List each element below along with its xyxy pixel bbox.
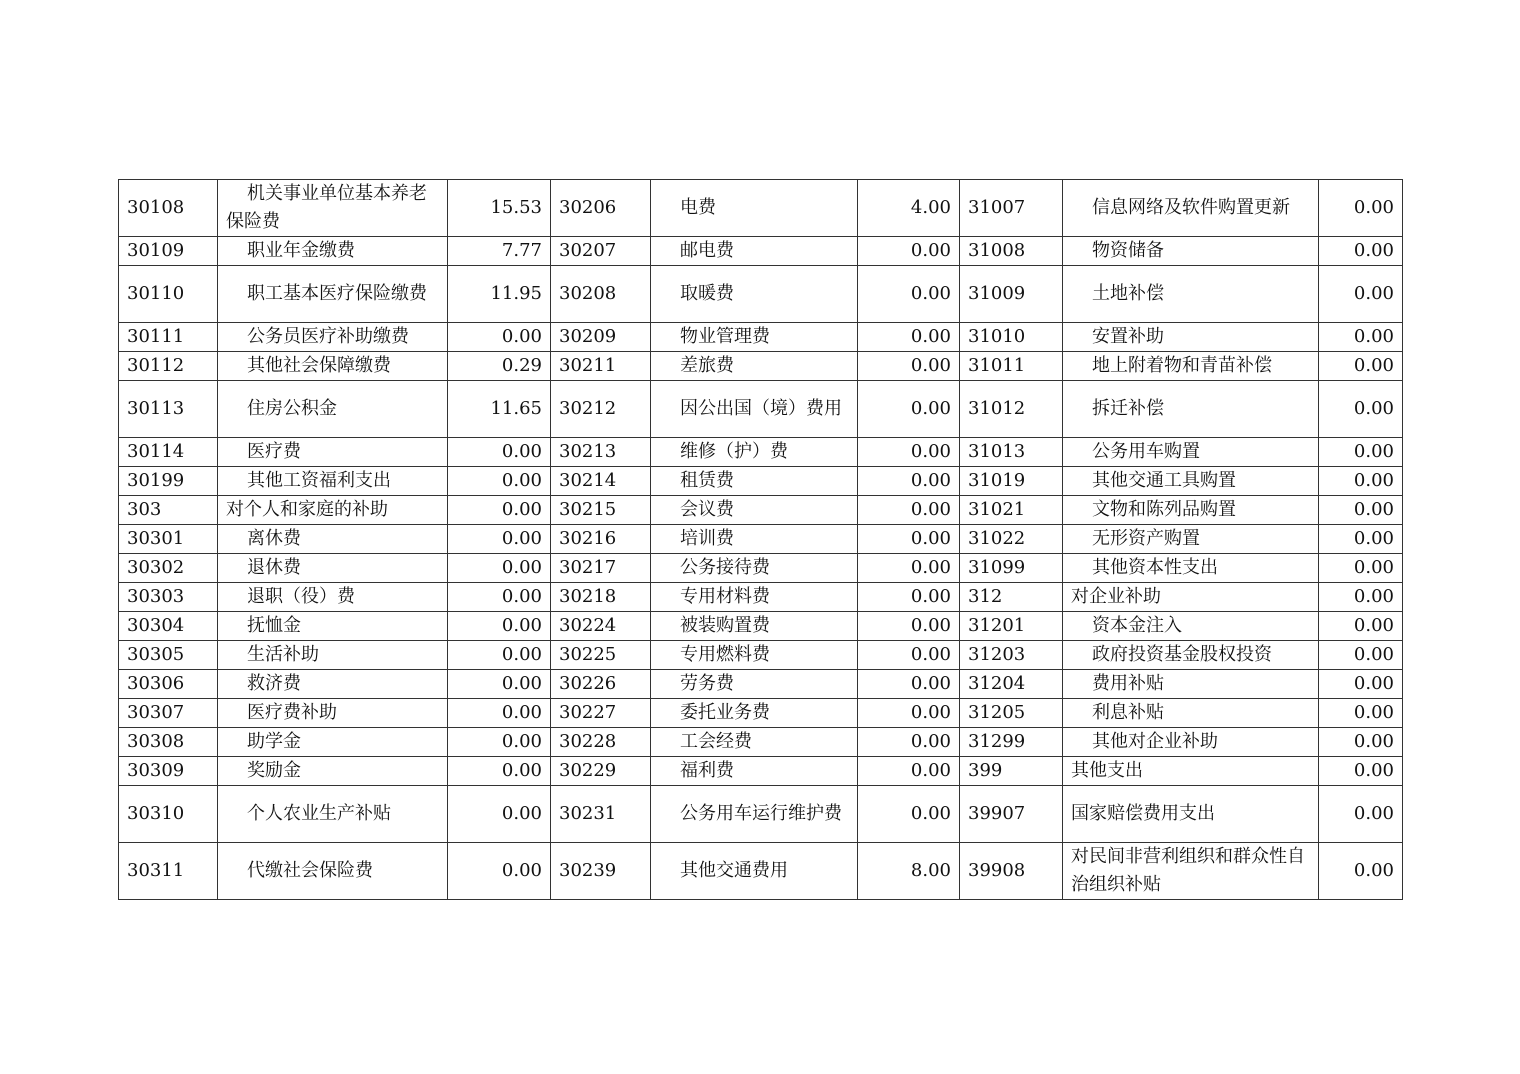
econ-code: 30304 bbox=[119, 612, 218, 641]
amount: 0.00 bbox=[448, 525, 551, 554]
item-name: 退职（役）费 bbox=[218, 583, 448, 612]
amount: 0.00 bbox=[1319, 641, 1403, 670]
econ-code: 31204 bbox=[960, 670, 1063, 699]
amount: 0.00 bbox=[1319, 266, 1403, 323]
amount: 0.00 bbox=[1319, 180, 1403, 237]
amount: 0.00 bbox=[858, 496, 960, 525]
econ-code: 30301 bbox=[119, 525, 218, 554]
econ-code: 30109 bbox=[119, 237, 218, 266]
econ-code: 30308 bbox=[119, 728, 218, 757]
budget-expenditure-table bbox=[118, 179, 1403, 900]
item-name: 其他工资福利支出 bbox=[218, 467, 448, 496]
amount: 0.00 bbox=[858, 323, 960, 352]
econ-code: 30211 bbox=[551, 352, 651, 381]
table-row bbox=[119, 612, 1403, 641]
amount: 0.00 bbox=[1319, 554, 1403, 583]
table-row bbox=[119, 554, 1403, 583]
amount: 0.00 bbox=[858, 612, 960, 641]
item-name: 其他对企业补助 bbox=[1063, 728, 1319, 757]
econ-code: 30206 bbox=[551, 180, 651, 237]
item-name: 对企业补助 bbox=[1063, 583, 1319, 612]
item-name: 资本金注入 bbox=[1063, 612, 1319, 641]
item-name: 电费 bbox=[651, 180, 858, 237]
econ-code: 30311 bbox=[119, 843, 218, 900]
amount: 0.00 bbox=[858, 525, 960, 554]
amount: 0.00 bbox=[448, 583, 551, 612]
econ-code: 30218 bbox=[551, 583, 651, 612]
item-name: 被装购置费 bbox=[651, 612, 858, 641]
item-name: 职工基本医疗保险缴费 bbox=[218, 266, 448, 323]
econ-code: 30207 bbox=[551, 237, 651, 266]
econ-code: 31099 bbox=[960, 554, 1063, 583]
table-row bbox=[119, 180, 1403, 237]
amount: 0.00 bbox=[858, 641, 960, 670]
econ-code: 39907 bbox=[960, 786, 1063, 843]
amount: 0.29 bbox=[448, 352, 551, 381]
table-row bbox=[119, 583, 1403, 612]
amount: 0.00 bbox=[858, 381, 960, 438]
item-name: 邮电费 bbox=[651, 237, 858, 266]
econ-code: 31205 bbox=[960, 699, 1063, 728]
item-name: 因公出国（境）费用 bbox=[651, 381, 858, 438]
item-name: 离休费 bbox=[218, 525, 448, 554]
amount: 0.00 bbox=[858, 438, 960, 467]
item-name: 委托业务费 bbox=[651, 699, 858, 728]
item-name: 其他交通工具购置 bbox=[1063, 467, 1319, 496]
amount: 0.00 bbox=[858, 728, 960, 757]
amount: 0.00 bbox=[448, 757, 551, 786]
econ-code: 30239 bbox=[551, 843, 651, 900]
item-name: 专用燃料费 bbox=[651, 641, 858, 670]
table-row bbox=[119, 467, 1403, 496]
econ-code: 30214 bbox=[551, 467, 651, 496]
econ-code: 31008 bbox=[960, 237, 1063, 266]
item-name: 代缴社会保险费 bbox=[218, 843, 448, 900]
item-name: 对个人和家庭的补助 bbox=[218, 496, 448, 525]
amount: 0.00 bbox=[858, 670, 960, 699]
econ-code: 30302 bbox=[119, 554, 218, 583]
econ-code: 30108 bbox=[119, 180, 218, 237]
econ-code: 30229 bbox=[551, 757, 651, 786]
table-row bbox=[119, 323, 1403, 352]
item-name: 个人农业生产补贴 bbox=[218, 786, 448, 843]
table-row bbox=[119, 757, 1403, 786]
item-name: 其他资本性支出 bbox=[1063, 554, 1319, 583]
amount: 0.00 bbox=[1319, 583, 1403, 612]
item-name: 国家赔偿费用支出 bbox=[1063, 786, 1319, 843]
econ-code: 399 bbox=[960, 757, 1063, 786]
econ-code: 30224 bbox=[551, 612, 651, 641]
amount: 0.00 bbox=[1319, 786, 1403, 843]
item-name: 租赁费 bbox=[651, 467, 858, 496]
item-name: 其他交通费用 bbox=[651, 843, 858, 900]
econ-code: 30227 bbox=[551, 699, 651, 728]
item-name: 政府投资基金股权投资 bbox=[1063, 641, 1319, 670]
item-name: 机关事业单位基本养老保险费 bbox=[218, 180, 448, 237]
amount: 8.00 bbox=[858, 843, 960, 900]
table-row bbox=[119, 496, 1403, 525]
econ-code: 30305 bbox=[119, 641, 218, 670]
amount: 0.00 bbox=[448, 554, 551, 583]
table-row bbox=[119, 670, 1403, 699]
amount: 0.00 bbox=[448, 843, 551, 900]
econ-code: 31009 bbox=[960, 266, 1063, 323]
econ-code: 31019 bbox=[960, 467, 1063, 496]
amount: 0.00 bbox=[448, 728, 551, 757]
amount: 0.00 bbox=[448, 786, 551, 843]
amount: 0.00 bbox=[858, 757, 960, 786]
amount: 15.53 bbox=[448, 180, 551, 237]
table-row bbox=[119, 438, 1403, 467]
amount: 0.00 bbox=[1319, 612, 1403, 641]
item-name: 退休费 bbox=[218, 554, 448, 583]
econ-code: 30215 bbox=[551, 496, 651, 525]
econ-code: 30114 bbox=[119, 438, 218, 467]
item-name: 文物和陈列品购置 bbox=[1063, 496, 1319, 525]
amount: 0.00 bbox=[448, 699, 551, 728]
econ-code: 30303 bbox=[119, 583, 218, 612]
econ-code: 31007 bbox=[960, 180, 1063, 237]
amount: 0.00 bbox=[1319, 352, 1403, 381]
econ-code: 31010 bbox=[960, 323, 1063, 352]
amount: 11.95 bbox=[448, 266, 551, 323]
econ-code: 30111 bbox=[119, 323, 218, 352]
item-name: 拆迁补偿 bbox=[1063, 381, 1319, 438]
econ-code: 30199 bbox=[119, 467, 218, 496]
amount: 0.00 bbox=[448, 641, 551, 670]
item-name: 物资储备 bbox=[1063, 237, 1319, 266]
item-name: 抚恤金 bbox=[218, 612, 448, 641]
item-name: 信息网络及软件购置更新 bbox=[1063, 180, 1319, 237]
econ-code: 30113 bbox=[119, 381, 218, 438]
econ-code: 312 bbox=[960, 583, 1063, 612]
amount: 0.00 bbox=[858, 237, 960, 266]
econ-code: 30217 bbox=[551, 554, 651, 583]
amount: 7.77 bbox=[448, 237, 551, 266]
amount: 0.00 bbox=[1319, 728, 1403, 757]
table-row bbox=[119, 843, 1403, 900]
amount: 0.00 bbox=[858, 467, 960, 496]
amount: 0.00 bbox=[1319, 699, 1403, 728]
amount: 0.00 bbox=[1319, 757, 1403, 786]
item-name: 取暖费 bbox=[651, 266, 858, 323]
amount: 11.65 bbox=[448, 381, 551, 438]
item-name: 其他支出 bbox=[1063, 757, 1319, 786]
amount: 0.00 bbox=[1319, 467, 1403, 496]
item-name: 医疗费 bbox=[218, 438, 448, 467]
item-name: 福利费 bbox=[651, 757, 858, 786]
table-row bbox=[119, 266, 1403, 323]
amount: 0.00 bbox=[858, 554, 960, 583]
amount: 0.00 bbox=[1319, 438, 1403, 467]
econ-code: 30307 bbox=[119, 699, 218, 728]
item-name: 维修（护）费 bbox=[651, 438, 858, 467]
amount: 0.00 bbox=[858, 786, 960, 843]
econ-code: 30226 bbox=[551, 670, 651, 699]
item-name: 住房公积金 bbox=[218, 381, 448, 438]
amount: 0.00 bbox=[858, 266, 960, 323]
amount: 0.00 bbox=[858, 699, 960, 728]
table-row bbox=[119, 352, 1403, 381]
amount: 0.00 bbox=[448, 438, 551, 467]
econ-code: 30213 bbox=[551, 438, 651, 467]
amount: 0.00 bbox=[448, 323, 551, 352]
econ-code: 30310 bbox=[119, 786, 218, 843]
amount: 0.00 bbox=[448, 496, 551, 525]
amount: 0.00 bbox=[1319, 381, 1403, 438]
econ-code: 30110 bbox=[119, 266, 218, 323]
econ-code: 31011 bbox=[960, 352, 1063, 381]
table-row bbox=[119, 641, 1403, 670]
item-name: 费用补贴 bbox=[1063, 670, 1319, 699]
item-name: 物业管理费 bbox=[651, 323, 858, 352]
table-row bbox=[119, 786, 1403, 843]
item-name: 公务接待费 bbox=[651, 554, 858, 583]
econ-code: 31013 bbox=[960, 438, 1063, 467]
econ-code: 31201 bbox=[960, 612, 1063, 641]
item-name: 差旅费 bbox=[651, 352, 858, 381]
econ-code: 30208 bbox=[551, 266, 651, 323]
item-name: 助学金 bbox=[218, 728, 448, 757]
item-name: 公务员医疗补助缴费 bbox=[218, 323, 448, 352]
amount: 0.00 bbox=[448, 467, 551, 496]
table-row bbox=[119, 728, 1403, 757]
item-name: 培训费 bbox=[651, 525, 858, 554]
econ-code: 31021 bbox=[960, 496, 1063, 525]
econ-code: 30112 bbox=[119, 352, 218, 381]
econ-code: 30228 bbox=[551, 728, 651, 757]
econ-code: 30212 bbox=[551, 381, 651, 438]
item-name: 专用材料费 bbox=[651, 583, 858, 612]
amount: 0.00 bbox=[858, 583, 960, 612]
econ-code: 30209 bbox=[551, 323, 651, 352]
item-name: 利息补贴 bbox=[1063, 699, 1319, 728]
econ-code: 31022 bbox=[960, 525, 1063, 554]
econ-code: 30231 bbox=[551, 786, 651, 843]
amount: 0.00 bbox=[1319, 323, 1403, 352]
table-row bbox=[119, 237, 1403, 266]
item-name: 公务用车运行维护费 bbox=[651, 786, 858, 843]
item-name: 其他社会保障缴费 bbox=[218, 352, 448, 381]
econ-code: 30225 bbox=[551, 641, 651, 670]
econ-code: 30306 bbox=[119, 670, 218, 699]
item-name: 救济费 bbox=[218, 670, 448, 699]
amount: 0.00 bbox=[1319, 670, 1403, 699]
item-name: 会议费 bbox=[651, 496, 858, 525]
item-name: 奖励金 bbox=[218, 757, 448, 786]
amount: 0.00 bbox=[1319, 496, 1403, 525]
econ-code: 31203 bbox=[960, 641, 1063, 670]
econ-code: 30216 bbox=[551, 525, 651, 554]
item-name: 工会经费 bbox=[651, 728, 858, 757]
item-name: 生活补助 bbox=[218, 641, 448, 670]
amount: 0.00 bbox=[448, 612, 551, 641]
table-row bbox=[119, 699, 1403, 728]
econ-code: 31299 bbox=[960, 728, 1063, 757]
table-row bbox=[119, 381, 1403, 438]
amount: 0.00 bbox=[448, 670, 551, 699]
item-name: 安置补助 bbox=[1063, 323, 1319, 352]
econ-code: 30309 bbox=[119, 757, 218, 786]
table-row bbox=[119, 525, 1403, 554]
amount: 0.00 bbox=[858, 352, 960, 381]
amount: 4.00 bbox=[858, 180, 960, 237]
econ-code: 31012 bbox=[960, 381, 1063, 438]
amount: 0.00 bbox=[1319, 525, 1403, 554]
econ-code: 39908 bbox=[960, 843, 1063, 900]
item-name: 劳务费 bbox=[651, 670, 858, 699]
item-name: 地上附着物和青苗补偿 bbox=[1063, 352, 1319, 381]
econ-code: 303 bbox=[119, 496, 218, 525]
item-name: 医疗费补助 bbox=[218, 699, 448, 728]
item-name: 对民间非营利组织和群众性自治组织补贴 bbox=[1063, 843, 1319, 900]
item-name: 职业年金缴费 bbox=[218, 237, 448, 266]
item-name: 无形资产购置 bbox=[1063, 525, 1319, 554]
amount: 0.00 bbox=[1319, 237, 1403, 266]
item-name: 公务用车购置 bbox=[1063, 438, 1319, 467]
amount: 0.00 bbox=[1319, 843, 1403, 900]
item-name: 土地补偿 bbox=[1063, 266, 1319, 323]
